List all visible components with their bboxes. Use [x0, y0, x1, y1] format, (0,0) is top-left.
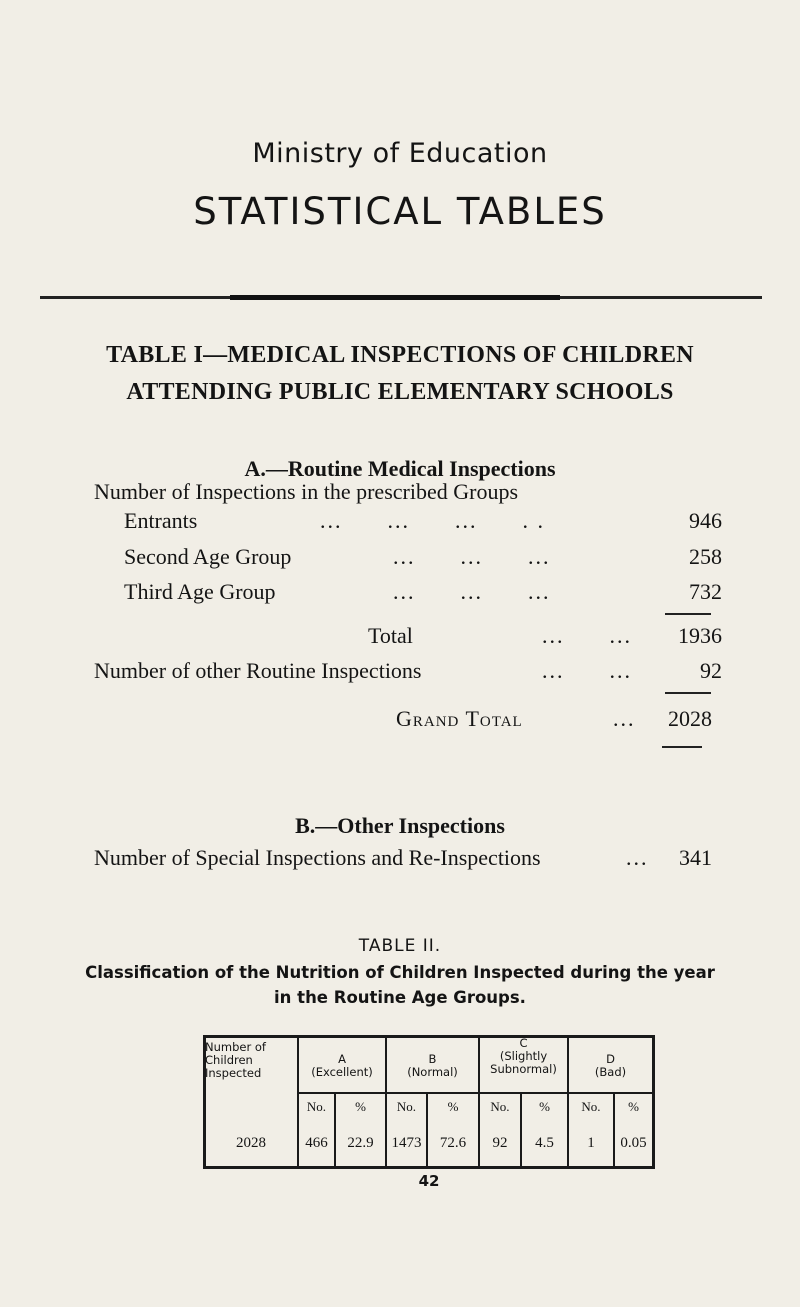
table2-subtitle-line2: in the Routine Age Groups.	[274, 988, 526, 1007]
header-text: A	[338, 1052, 346, 1066]
subheader-no: No.	[490, 1099, 510, 1114]
subheader-pct: %	[539, 1099, 550, 1114]
subtotal-rule	[665, 613, 711, 615]
header-text: C	[519, 1036, 528, 1050]
row-dots: ... ... ... . .	[320, 508, 545, 533]
row-third-age-group	[0, 579, 800, 609]
header-b	[387, 1053, 478, 1079]
cell-a-pct: 22.9	[347, 1135, 374, 1151]
header-text: (Normal)	[407, 1065, 458, 1079]
row-entrants	[0, 508, 800, 538]
cell-d-no: 1	[587, 1135, 595, 1151]
statistical-tables-title: STATISTICAL TABLES	[193, 190, 607, 233]
header-children	[205, 1041, 281, 1080]
subheader-no: No.	[581, 1099, 601, 1114]
header-rule	[40, 296, 762, 299]
row-second-age-group	[0, 544, 800, 574]
table-top-border	[203, 1035, 655, 1038]
cell-c-pct: 4.5	[535, 1135, 554, 1151]
header-text: Number of	[205, 1040, 266, 1054]
cell-a-no: 466	[305, 1135, 328, 1151]
grand-total-dots: ...	[613, 706, 636, 731]
table-right-border	[652, 1035, 655, 1168]
row-other-routine	[0, 658, 800, 688]
header-text: Inspected	[205, 1066, 262, 1080]
row-label: Third Age Group	[124, 579, 276, 604]
row-value: 258	[689, 544, 722, 569]
subheader-no: No.	[396, 1099, 417, 1114]
cell-c-no: 92	[492, 1135, 508, 1151]
subheader-no: No.	[306, 1099, 327, 1114]
table2-title: TABLE II.	[358, 936, 442, 956]
row-dots: ... ... ...	[393, 579, 551, 604]
row-value: 946	[689, 508, 722, 533]
page-number: 42	[418, 1172, 440, 1190]
row-total	[0, 623, 800, 653]
special-dots: ...	[626, 845, 649, 870]
row-label: Second Age Group	[124, 544, 292, 569]
other-dots: ... ...	[542, 658, 632, 683]
row-grand-total	[0, 706, 800, 736]
header-text: (Bad)	[594, 1065, 627, 1079]
grand-total-underline	[662, 746, 702, 748]
subheader-pct: %	[447, 1099, 459, 1114]
section-b-heading: B.—Other Inspections	[295, 813, 505, 838]
grand-total-rule	[665, 692, 711, 694]
header-underline	[297, 1092, 654, 1094]
row-special-inspections	[0, 845, 800, 875]
total-dots: ... ...	[542, 623, 632, 648]
grand-total-value: 2028	[668, 706, 712, 731]
table1-title-line2: ATTENDING PUBLIC ELEMENTARY SCHOOLS	[126, 379, 674, 405]
subheader-pct: %	[355, 1099, 366, 1114]
other-label: Number of other Routine Inspections	[94, 658, 422, 683]
subheader-pct: %	[628, 1099, 639, 1114]
section-a-heading: A.—Routine Medical Inspections	[244, 456, 556, 481]
cell-b-no: 1473	[391, 1135, 422, 1151]
cell-children: 2028	[236, 1135, 266, 1151]
nutrition-table	[203, 1035, 655, 1168]
header-text: Subnormal)	[490, 1062, 557, 1076]
grand-total-label: Grand Total	[396, 706, 523, 731]
special-label: Number of Special Inspections and Re-Inspections	[94, 845, 541, 870]
table-bottom-border	[203, 1166, 655, 1169]
header-a	[299, 1053, 385, 1079]
header-text: (Excellent)	[311, 1065, 373, 1079]
header-text: (Slightly	[499, 1049, 548, 1063]
header-c	[480, 1037, 567, 1076]
special-value: 341	[679, 845, 712, 870]
other-value: 92	[700, 658, 722, 683]
header-text: D	[606, 1052, 615, 1066]
row-value: 732	[689, 579, 722, 604]
row-dots: ... ... ...	[393, 544, 551, 569]
total-label: Total	[368, 623, 413, 648]
header-d	[569, 1053, 652, 1079]
table1-title-line1: TABLE I—MEDICAL INSPECTIONS OF CHILDREN	[106, 342, 694, 368]
table2-subtitle-line1: Classification of the Nutrition of Children Inspected during the year	[85, 963, 715, 982]
total-value: 1936	[678, 623, 722, 648]
section-a-intro: Number of Inspections in the prescribed Groups	[94, 479, 519, 504]
cell-b-pct: 72.6	[439, 1135, 467, 1151]
ministry-heading: Ministry of Education	[252, 138, 548, 169]
header-text: Children	[205, 1053, 253, 1067]
header-text: B	[428, 1052, 437, 1066]
cell-d-pct: 0.05	[620, 1135, 647, 1151]
row-label: Entrants	[124, 508, 198, 533]
